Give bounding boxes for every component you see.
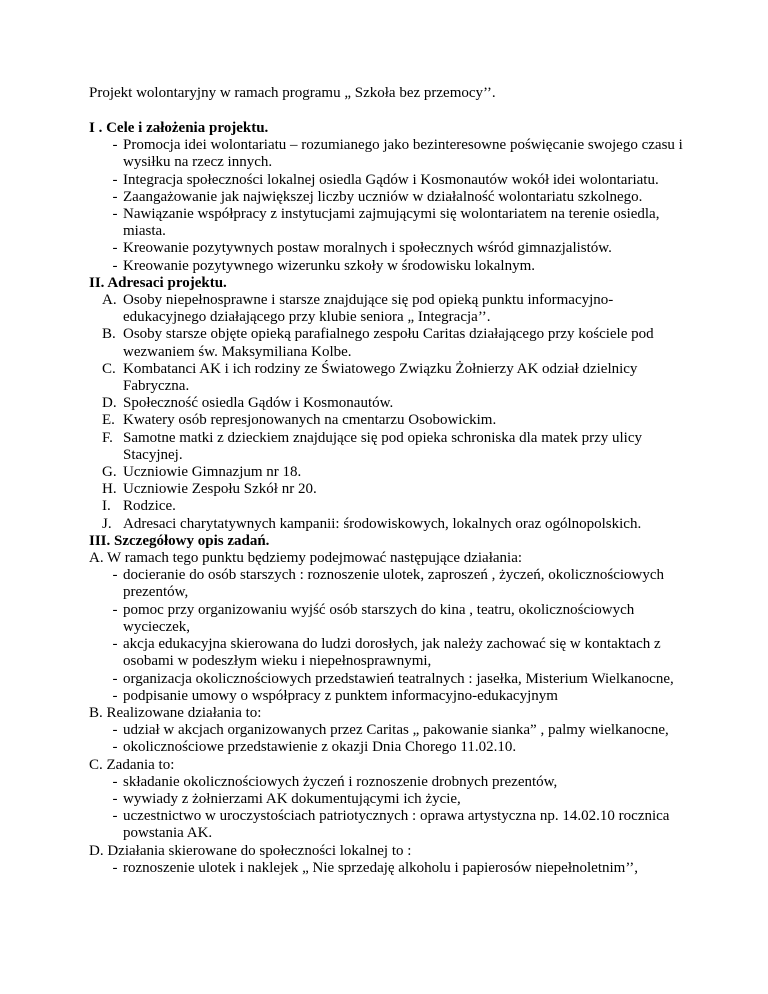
list-item: - roznoszenie ulotek i naklejek „ Nie sprzedaję alkoholu i papierosów niepełnoletnim’’, <box>89 860 689 877</box>
dash-marker: - <box>112 137 118 154</box>
list-item: D. Społeczność osiedla Gądów i Kosmonautów. <box>102 395 394 412</box>
list-item: - podpisanie umowy o współpracy z punktem informacyjno-edukacyjnym <box>89 688 689 705</box>
dash-marker: - <box>112 257 118 274</box>
dash-marker: - <box>112 790 118 807</box>
subsection-label: C. Zadania to: <box>89 756 175 773</box>
list-item: E. Kwatery osób represjonowanych na cmentarzu Osobowickim. <box>102 412 497 429</box>
list-item: - pomoc przy organizowaniu wyjść osób starszych do kina , teatru, okolicznościowych wycieczek, <box>89 602 689 636</box>
list-item: - uczestnictwo w uroczystościach patriotycznych : oprawa artystyczna np. 14.02.10 rocznica powstania AK. <box>89 808 689 842</box>
list-item: - składanie okolicznościowych życzeń i roznoszenie drobnych prezentów, <box>89 774 689 791</box>
dash-marker: - <box>112 171 118 188</box>
subsection-label: A. W ramach tego punktu będziemy podejmować następujące działania: <box>89 550 523 567</box>
list-item: - docieranie do osób starszych : roznoszenie ulotek, zaproszeń , życzeń, okolicznościowych prezentów, <box>89 567 689 601</box>
list-item: G. Uczniowie Gimnazjum nr 18. <box>102 464 302 481</box>
dash-marker: - <box>112 739 118 756</box>
list-item: B. Osoby starsze objęte opieką parafialnego zespołu Caritas działającego przy kościele pod wezwaniem św. Maksymiliana Kolbe. <box>102 326 654 360</box>
letter-marker: F. <box>102 429 113 446</box>
list-item: - Kreowanie pozytywnego wizerunku szkoły w środowisku lokalnym. <box>89 258 689 275</box>
dash-marker: - <box>112 687 118 704</box>
dash-marker: - <box>112 722 118 739</box>
subsection-label: B. Realizowane działania to: <box>89 704 262 721</box>
list-item: H. Uczniowie Zespołu Szkół nr 20. <box>102 481 317 498</box>
dash-marker: - <box>112 636 118 653</box>
list-item: - Nawiązanie współpracy z instytucjami zajmującymi się wolontariatem na terenie osiedla, miasta. <box>89 206 689 240</box>
section-heading-recipients: II. Adresaci projektu. <box>89 274 227 291</box>
dash-marker: - <box>112 773 118 790</box>
letter-marker: G. <box>102 464 117 481</box>
dash-marker: - <box>112 670 118 687</box>
letter-marker: E. <box>102 412 115 429</box>
subsection-label: D. Działania skierowane do społeczności lokalnej to : <box>89 842 412 859</box>
letter-marker: J. <box>102 515 112 532</box>
dash-marker: - <box>112 859 118 876</box>
list-item: - Kreowanie pozytywnych postaw moralnych i społecznych wśród gimnazjalistów. <box>89 240 689 257</box>
dash-marker: - <box>112 601 118 618</box>
list-item: - wywiady z żołnierzami AK dokumentującymi ich życie, <box>89 791 689 808</box>
dash-marker: - <box>112 808 118 825</box>
letter-marker: B. <box>102 326 116 343</box>
list-item: C. Kombatanci AK i ich rodziny ze Światowego Związku Żołnierzy AK odział dzielnicy Fabryczna. <box>102 360 638 395</box>
list-item: - udział w akcjach organizowanych przez Caritas „ pakowanie sianka” , palmy wielkanocne, <box>89 722 689 739</box>
letter-marker: I. <box>102 498 111 515</box>
list-item: - akcja edukacyjna skierowana do ludzi dorosłych, jak należy zachować się w kontaktach z osobami w podeszłym wieku i niepełnosprawnymi, <box>89 636 689 670</box>
list-item: F. Samotne matki z dzieckiem znajdujące się pod opieka schroniska dla matek przy ulicy Stacyjnej. <box>102 429 642 463</box>
section-heading-tasks: III. Szczegółowy opis zadań. <box>89 532 270 549</box>
letter-marker: H. <box>102 481 117 498</box>
dash-marker: - <box>112 240 118 257</box>
list-item: - organizacja okolicznościowych przedstawień teatralnych : jasełka, Misterium Wielkanocne, <box>89 671 689 688</box>
letter-marker: A. <box>102 292 117 309</box>
dash-marker: - <box>112 567 118 584</box>
list-item: A. Osoby niepełnosprawne i starsze znajdujące się pod opieką punktu informacyjno-edukacyjnego działającego przy klubie seniora „ Integracja’’. <box>102 292 614 326</box>
list-item: - okolicznościowe przedstawienie z okazji Dnia Chorego 11.02.10. <box>89 739 689 756</box>
document-body <box>89 120 689 877</box>
list-item: I. Rodzice. <box>102 498 176 515</box>
letter-marker: C. <box>102 360 116 377</box>
list-item: - Integracja społeczności lokalnej osiedla Gądów i Kosmonautów wokół idei wolontariatu. <box>89 172 689 189</box>
document-title: Projekt wolontaryjny w ramach programu „ Szkoła bez przemocy’’. <box>89 85 496 101</box>
list-item: - Promocja idei wolontariatu – rozumianego jako bezinteresowne poświęcanie swojego czasu i wysiłku na rzecz innych. <box>89 137 689 171</box>
dash-marker: - <box>112 188 118 205</box>
letter-marker: D. <box>102 395 117 412</box>
section-heading-goals: I . Cele i założenia projektu. <box>89 120 269 136</box>
list-item: - Zaangażowanie jak największej liczby uczniów w działalność wolontariatu szkolnego. <box>89 189 689 206</box>
dash-marker: - <box>112 206 118 223</box>
list-item: J. Adresaci charytatywnych kampanii: środowiskowych, lokalnych oraz ogólnopolskich. <box>102 515 642 532</box>
